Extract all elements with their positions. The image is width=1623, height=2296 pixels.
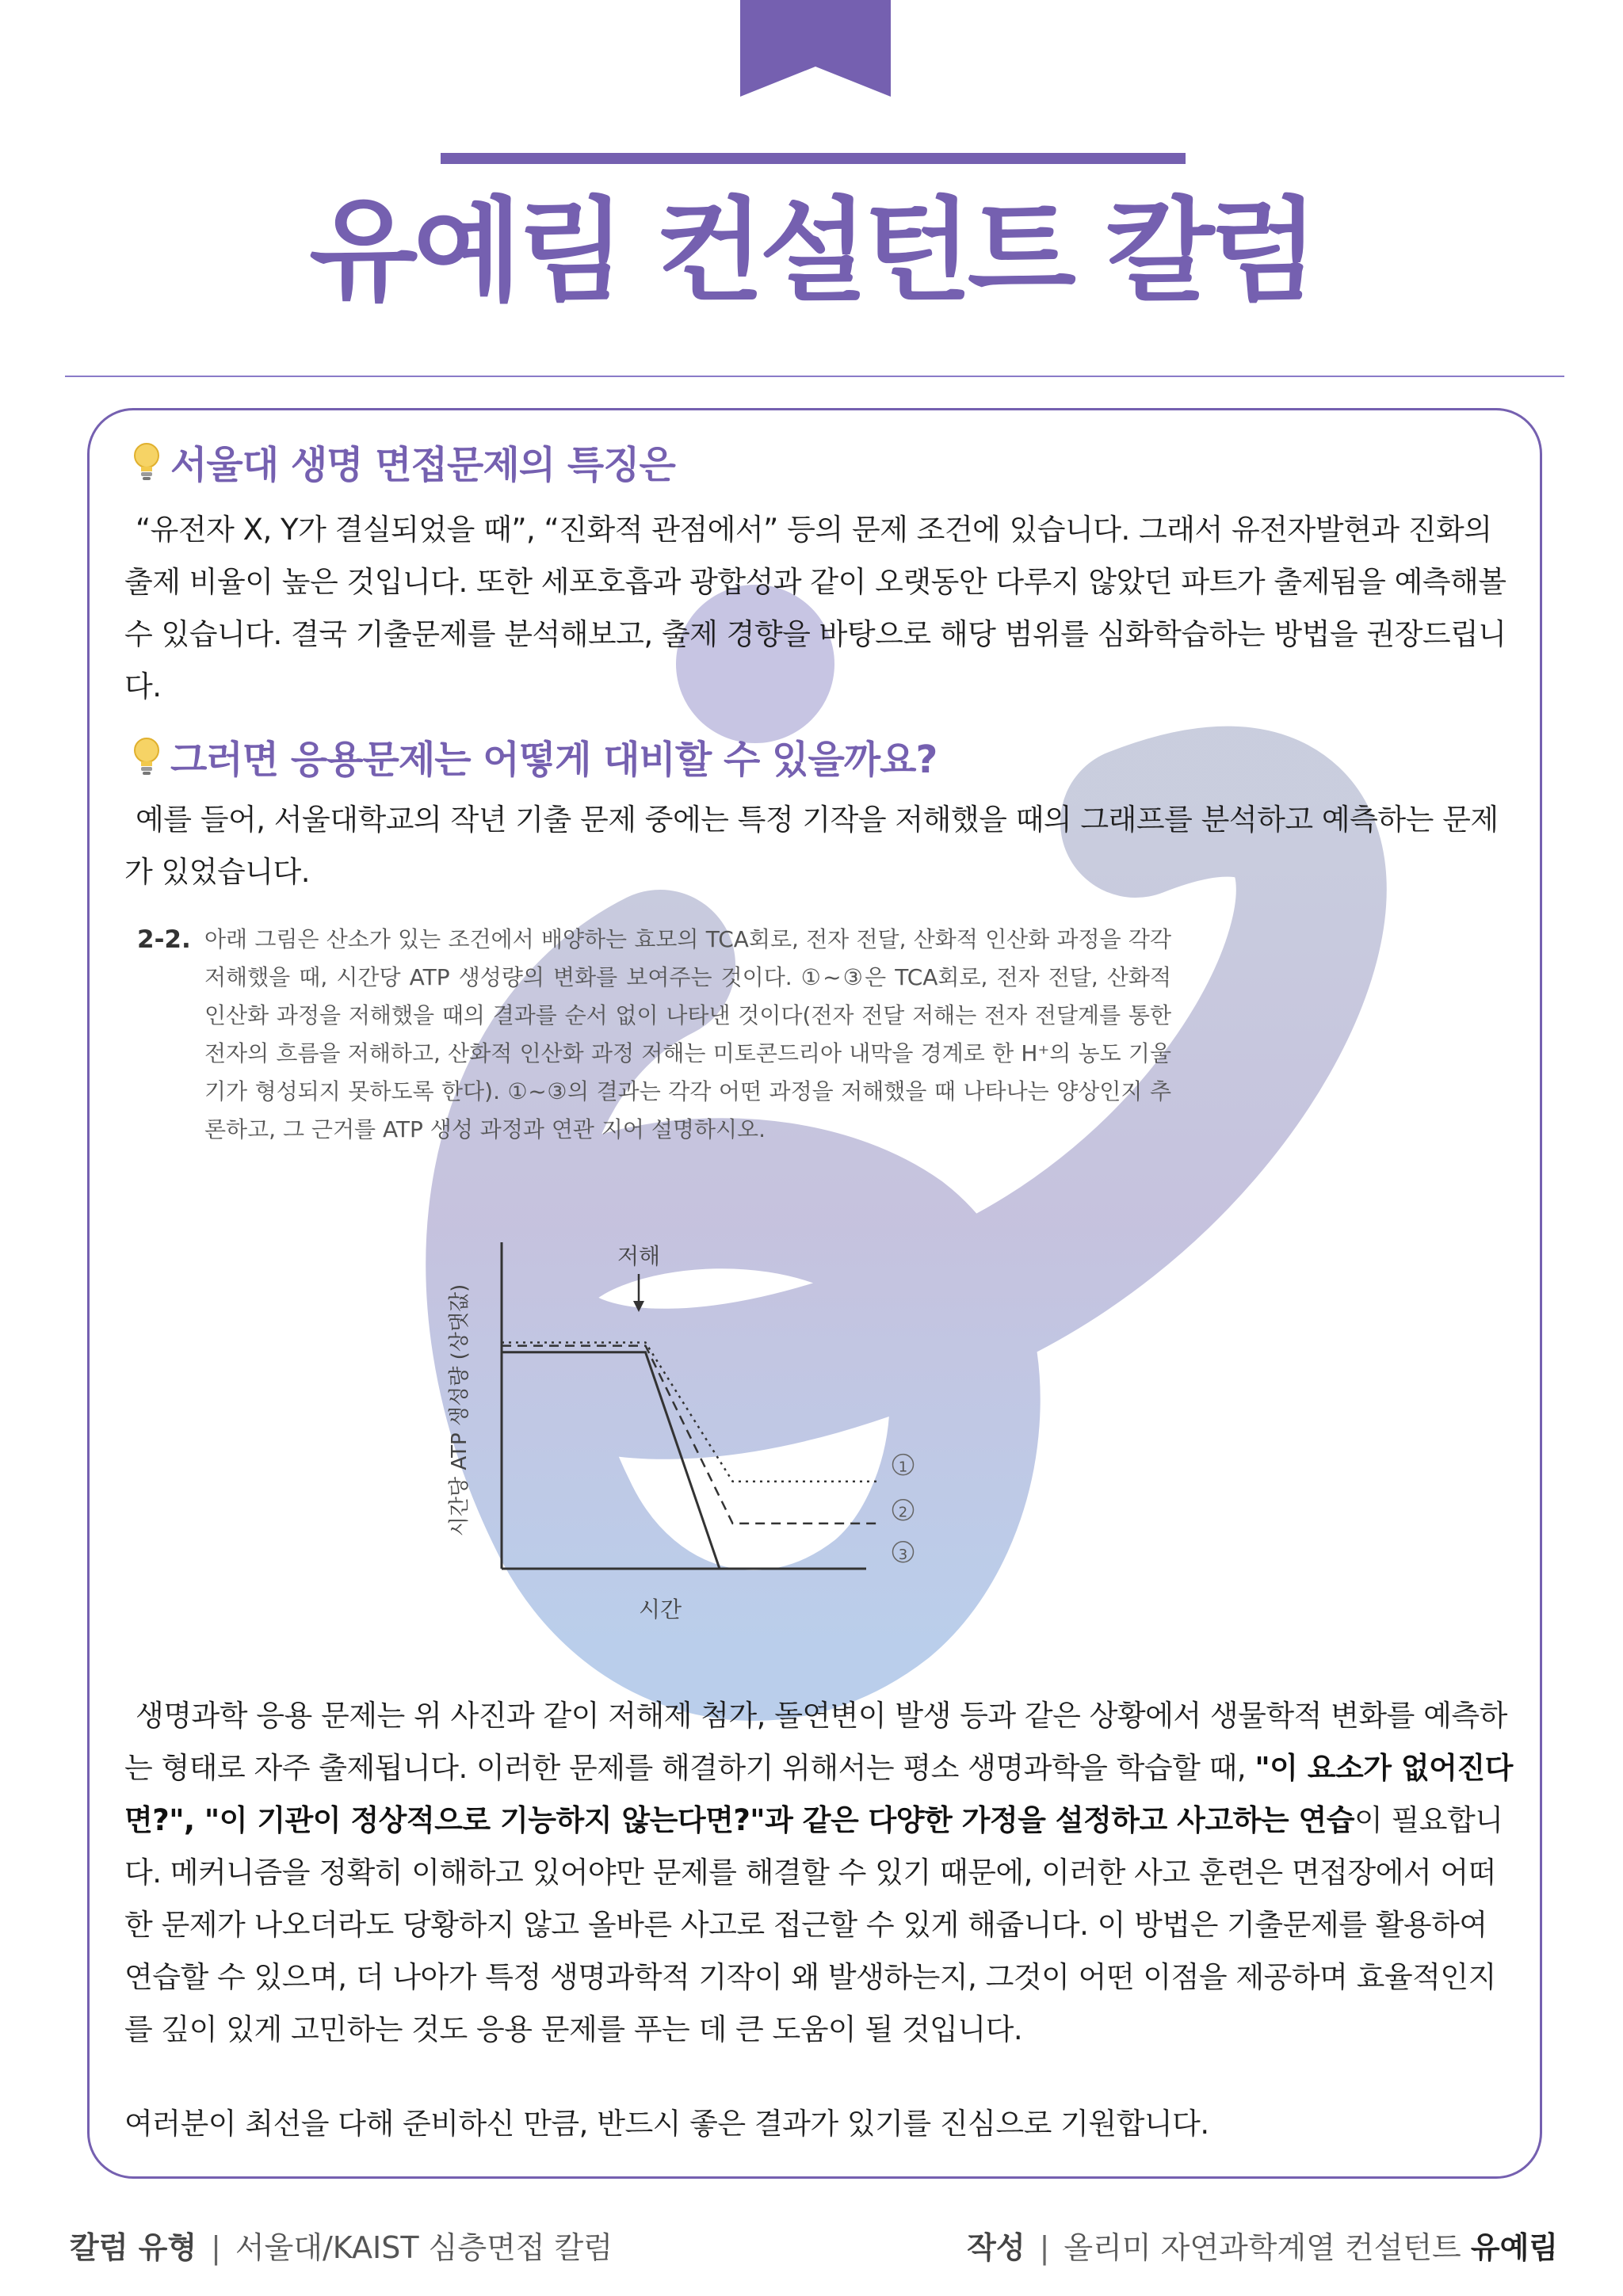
section1-paragraph: “유전자 X, Y가 결실되었을 때”, “진화적 관점에서” 등의 문제 조건에 있습니다. 그래서 유전자발현과 진화의 출제 비율이 높은 것입니다. 또한 세포호흡과 광합성과 같이 오랫동안 다루지 않았던 파트가 출제됨을 예측해볼 수 있습니다. 결국 기출문제를 분석해보고, 출제 경향을 바탕으로 해당 범위를 심화학습하는 방법을 권장드립니다.: [124, 513, 1507, 704]
footer-author: 작성 | 올리미 자연과학계열 컨설턴트 유예림: [967, 2230, 1558, 2265]
series-label: 1: [898, 1459, 908, 1476]
footer-author-label: 작성: [967, 2230, 1025, 2265]
page-title: 유예림 컨설턴트 칼럼: [309, 186, 1314, 317]
section-heading-features: [129, 434, 675, 489]
series-label: 2: [898, 1504, 908, 1521]
atp-chart: [137, 925, 1223, 1646]
question-text: 아래 그림은 산소가 있는 조건에서 배양하는 효모의 TCA회로, 전자 전달, 산화적 인산화 과정을 각각 저해했을 때, 시간당 ATP 생성량의 변화를 보여주는 것이다. ①~③은 TCA회로, 전자 전달, 산화적 인산화 과정을 저해했을 때의 결과를 순서 없이 나타낸 것이다(전자 전달 저해는 전자 전달계를 통한 전자의 흐름을 저해하고, 산화적 인산화 과정 저해는 미토콘드리아 내막을 경계로 한 H⁺의 농도 기울기가 형성되지 못하도록 한다). ①~③의 결과는 각각 어떤 과정을 저해했을 때 나타나는 양상인지 추론하고, 그 근거를 ATP 생성 과정과 연관 지어 설명하시오.: [204, 926, 1171, 1142]
section3-emphasis: "이 요소가 없어진다면?", "이 기관이 정상적으로 기능하지 않는다면?"과 같은 다양한 가정을 설정하고 사고하는 연습: [124, 1751, 1513, 1837]
inhibition-label: 저해: [617, 1243, 661, 1269]
section3-paragraph: [124, 1690, 1518, 2056]
column-card: [87, 408, 1542, 2179]
footer-type-value: 서울대/KAIST 심층면접 칼럼: [235, 2230, 613, 2265]
series-line-2: [502, 1346, 881, 1524]
section2-intro: 예를 들어, 서울대학교의 작년 기출 문제 중에는 특정 기작을 저해했을 때의 그래프를 분석하고 예측하는 문제가 있었습니다.: [124, 803, 1499, 889]
y-axis-label: 시간당 ATP 생성량 (상댓값): [448, 1283, 472, 1537]
section3-text-a: 생명과학 응용 문제는 위 사진과 같이 저해제 첨가, 돌연변이 발생 등과 같은 상황에서 생물학적 변화를 예측하는 형태로 자주 출제됩니다. 이러한 문제를 해결하기 위해서는 평소 생명과학을 학습할 때,: [124, 1699, 1507, 1785]
closing-paragraph: 여러분이 최선을 다해 준비하신 만큼, 반드시 좋은 결과가 있기를 진심으로 기원합니다.: [124, 2107, 1209, 2141]
section-heading-text: 서울대 생명 면접문제의 특징은: [170, 443, 675, 487]
footer-column-type: 칼럼 유형 | 서울대/KAIST 심층면접 칼럼: [70, 2230, 613, 2265]
header-divider: [65, 376, 1564, 377]
footer-author-value: 올리미 자연과학계열 컨설턴트: [1064, 2230, 1461, 2265]
series-line-1: [502, 1342, 881, 1481]
exam-question-figure: [137, 925, 1223, 1646]
question-number: 2-2.: [137, 925, 191, 954]
lightbulb-icon: [129, 441, 164, 483]
lightbulb-icon: [129, 735, 164, 778]
section3-text-b: 이 필요합니다. 메커니즘을 정확히 이해하고 있어야만 문제를 해결할 수 있기 때문에, 이러한 사고 훈련은 면접장에서 어떠한 문제가 나오더라도 당황하지 않고 올바른 사고로 접근할 수 있게 해줍니다. 이 방법은 기출문제를 활용하여 연습할 수 있으며, 더 나아가 특정 생명과학적 기작이 왜 발생하는지, 그것이 어떤 이점을 제공하며 효율적인지를 깊이 있게 고민하는 것도 응용 문제를 푸는 데 큰 도움이 될 것입니다.: [124, 1803, 1503, 2046]
section-heading-text: 그러면 응용문제는 어떻게 대비할 수 있을까요?: [170, 738, 938, 782]
footer-author-name: 유예림: [1470, 2230, 1558, 2265]
title-top-rule: [441, 153, 1186, 164]
series-line-3: [502, 1352, 720, 1569]
bookmark-ribbon-icon: [740, 0, 891, 97]
series-label: 3: [898, 1546, 908, 1563]
x-axis-label: 시간: [638, 1596, 682, 1623]
inhibition-arrow-head: [633, 1301, 644, 1312]
section-heading-application: [129, 729, 937, 784]
footer-type-label: 칼럼 유형: [70, 2230, 197, 2265]
